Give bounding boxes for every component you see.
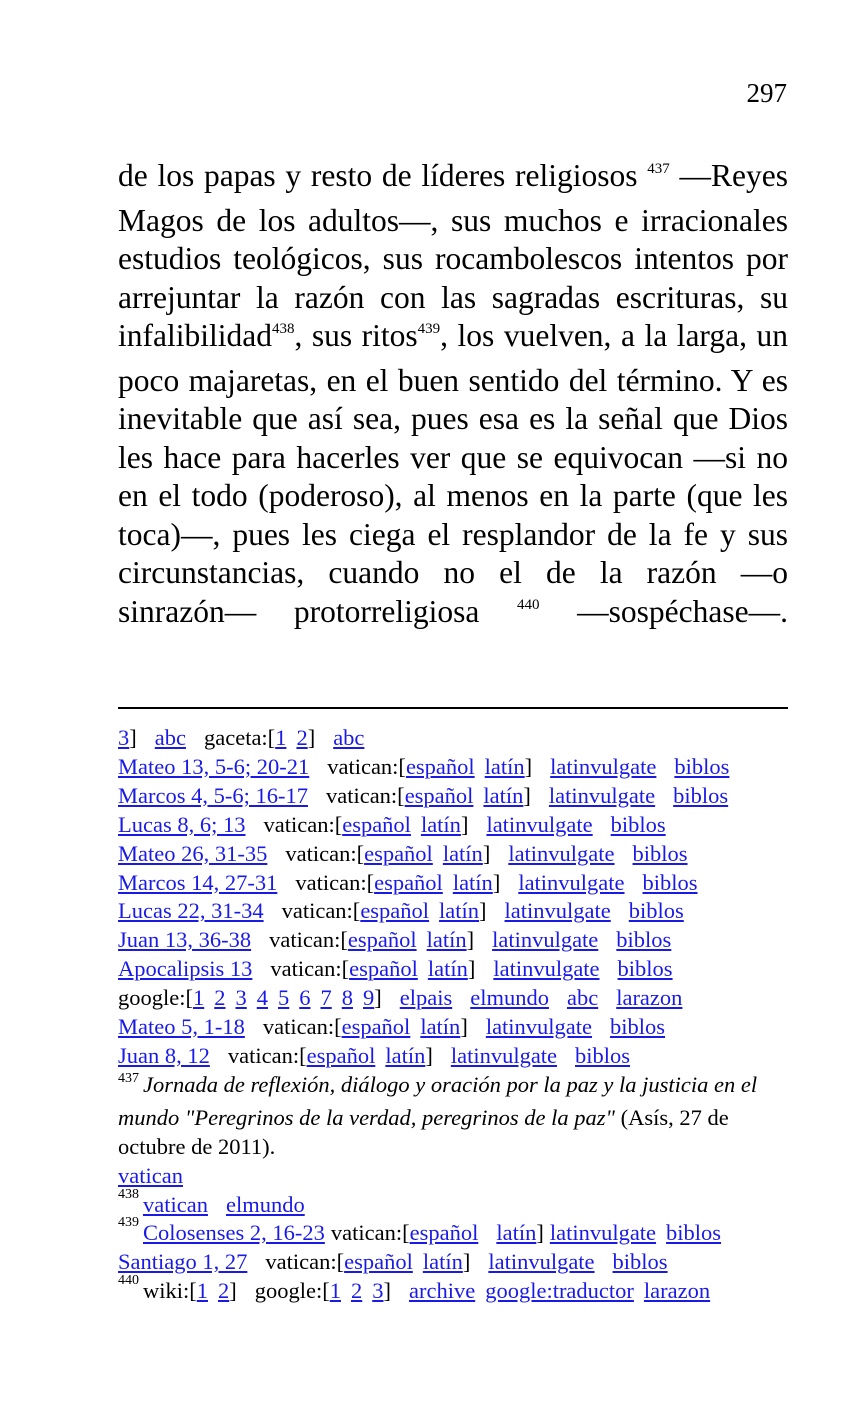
footnote-437-italic: Jornada de reflexión, diálogo y oración por la paz y la justicia en el mundo "Peregrinos de la verdad, peregrinos de la paz" (118, 1071, 758, 1130)
bracket: ] (460, 1014, 468, 1040)
link-biblos[interactable]: biblos (616, 927, 672, 953)
link-google-1[interactable]: 1 (329, 1278, 341, 1304)
link-abc[interactable]: abc (154, 725, 186, 750)
link-google-7[interactable]: 7 (320, 985, 332, 1011)
bracket: ] (383, 1278, 391, 1304)
link-biblos[interactable]: biblos (610, 1014, 666, 1040)
footnote-439-cont (118, 1248, 798, 1277)
link-bible-ref[interactable]: Juan 13, 36-38 (118, 927, 252, 953)
link-elmundo[interactable]: elmundo (470, 985, 549, 1011)
bible-ref-line (118, 782, 798, 811)
link-biblos[interactable]: biblos (673, 782, 729, 808)
link-latin[interactable]: latín (385, 1042, 426, 1068)
link-latin[interactable]: latín (439, 898, 480, 924)
vatican-prefix: vatican:[ (263, 811, 343, 837)
link-espanol[interactable]: español (349, 956, 418, 982)
bracket: ] (374, 985, 382, 1011)
footnote-number: 438 (118, 1186, 139, 1202)
link-bible-ref[interactable]: Lucas 8, 6; 13 (118, 811, 246, 837)
link-latinvulgate[interactable]: latinvulgate (548, 782, 656, 808)
link-biblos[interactable]: biblos (642, 869, 698, 895)
link-espanol[interactable]: español (306, 1042, 376, 1068)
link-3[interactable]: 3 (118, 725, 130, 750)
link-google-5[interactable]: 5 (277, 985, 290, 1011)
link-bible-ref[interactable]: Juan 8, 12 (118, 1042, 210, 1068)
vatican-prefix: vatican:[ (269, 927, 348, 953)
link-espanol[interactable]: español (404, 782, 474, 808)
bracket: ] (482, 840, 491, 866)
link-latinvulgate[interactable]: latinvulgate (488, 1249, 595, 1275)
link-espanol[interactable]: español (405, 753, 475, 779)
bible-ref-line (118, 869, 798, 898)
gaceta-prefix: gaceta:[ (203, 725, 276, 750)
link-espanol[interactable]: español (342, 811, 411, 837)
link-google-9[interactable]: 9 (362, 985, 375, 1011)
bracket: ] (523, 782, 531, 808)
link-biblos[interactable]: biblos (612, 1249, 668, 1275)
link-latin[interactable]: latín (483, 782, 524, 808)
link-espanol[interactable]: español (344, 1249, 413, 1275)
link-latinvulgate[interactable]: latinvulgate (518, 869, 625, 895)
vatican-prefix: vatican:[ (295, 869, 375, 895)
link-bible-ref[interactable]: Mateo 26, 31-35 (118, 840, 268, 866)
body-text-c: , sus ritos (294, 318, 418, 353)
link-bible-ref[interactable]: Lucas 22, 31-34 (118, 898, 264, 924)
wiki-prefix: wiki:[ (143, 1278, 197, 1304)
link-vatican[interactable]: vatican (118, 1162, 183, 1188)
link-espanol[interactable]: español (409, 1220, 479, 1246)
link-latinvulgate[interactable]: latinvulgate (486, 811, 593, 837)
link-google-2[interactable]: 2 (350, 1278, 363, 1304)
bracket: ] (460, 811, 469, 837)
vatican-prefix: vatican:[ (227, 1042, 307, 1068)
link-biblos[interactable]: biblos (610, 811, 666, 837)
footnote-number: 437 (118, 1070, 139, 1086)
footnote-ref-437: 437 (647, 161, 670, 177)
bracket: ] (524, 753, 533, 779)
link-latinvulgate[interactable]: latinvulgate (504, 898, 611, 924)
link-elmundo[interactable]: elmundo (225, 1191, 305, 1217)
link-latin[interactable]: latín (426, 927, 467, 953)
footnote-number: 439 (118, 1215, 139, 1231)
bible-ref-line (118, 811, 798, 840)
body-paragraph (118, 157, 788, 637)
link-bible-ref[interactable]: Colosenses 2, 16-23 (143, 1220, 325, 1246)
vatican-prefix: vatican:[ (330, 1220, 410, 1246)
bible-ref-line (118, 840, 798, 869)
link-latin[interactable]: latín (427, 956, 468, 982)
body-text-a: de los papas y resto de líderes religiosos (118, 158, 638, 193)
bible-ref-line (118, 955, 798, 984)
link-bible-ref[interactable]: Marcos 4, 5-6; 16-17 (118, 782, 308, 808)
link-bible-ref[interactable]: Mateo 13, 5-6; 20-21 (118, 753, 310, 779)
link-bible-ref[interactable]: Santiago 1, 27 (118, 1249, 248, 1275)
link-archive[interactable]: archive (408, 1278, 476, 1304)
link-wiki-2[interactable]: 2 (218, 1278, 230, 1304)
link-wiki-1[interactable]: 1 (196, 1278, 208, 1304)
link-google-8[interactable]: 8 (341, 985, 353, 1011)
bracket: ] (425, 1042, 433, 1068)
link-latinvulgate[interactable]: latinvulgate (508, 840, 615, 866)
link-biblos[interactable]: biblos (666, 1220, 722, 1246)
note-line-google (118, 984, 798, 1013)
link-espanol[interactable]: español (374, 869, 443, 895)
vatican-prefix: vatican:[ (285, 840, 365, 866)
link-google-3[interactable]: 3 (235, 985, 247, 1011)
bracket: ] (129, 725, 137, 750)
bracket: ] (467, 956, 476, 982)
bracket: ] (462, 1249, 471, 1275)
bracket: ] (466, 927, 475, 953)
bible-ref-line (118, 926, 798, 955)
vatican-prefix: vatican:[ (262, 1014, 342, 1040)
link-google-6[interactable]: 6 (299, 985, 311, 1011)
footnote-ref-440: 440 (517, 596, 540, 613)
bible-ref-line (118, 1042, 798, 1071)
link-google-traductor[interactable]: google:traductor (485, 1278, 634, 1304)
link-biblos[interactable]: biblos (632, 840, 688, 866)
google-prefix: google:[ (254, 1278, 330, 1304)
link-latin[interactable]: latín (422, 1249, 463, 1275)
vatican-prefix: vatican:[ (327, 753, 406, 779)
footnote-ref-438: 438 (271, 321, 295, 337)
body-text-b: —Reyes Magos de los adultos—, sus muchos e irracionales estudios teológicos, sus rocambolescos intentos por arrejuntar la razón con las sagradas escrituras, su infalibilidad (118, 158, 789, 353)
link-latinvulgate[interactable]: latinvulgate (450, 1042, 558, 1068)
bible-ref-line (118, 753, 798, 782)
link-latinvulgate[interactable]: latinvulgate (492, 927, 599, 953)
link-latin[interactable]: latín (484, 753, 525, 779)
link-latinvulgate[interactable]: latinvulgate (493, 956, 600, 982)
vatican-prefix: vatican:[ (325, 782, 405, 808)
vatican-prefix: vatican:[ (281, 898, 361, 924)
link-latin[interactable]: latín (442, 840, 483, 866)
footnote-438 (118, 1186, 798, 1220)
bracket: ] (536, 1220, 544, 1246)
link-biblos[interactable]: biblos (674, 753, 730, 779)
link-latinvulgate[interactable]: latinvulgate (485, 1014, 593, 1040)
bible-ref-line (118, 1013, 798, 1042)
link-espanol[interactable]: español (341, 1014, 411, 1040)
link-latin[interactable]: latín (452, 869, 493, 895)
link-espanol[interactable]: español (364, 840, 433, 866)
vatican-prefix: vatican:[ (270, 956, 350, 982)
link-google-1[interactable]: 1 (192, 985, 205, 1011)
link-larazon[interactable]: larazon (643, 1278, 711, 1304)
link-larazon[interactable]: larazon (616, 985, 683, 1011)
link-bible-ref[interactable]: Mateo 5, 1-18 (118, 1014, 245, 1040)
link-abc[interactable]: abc (333, 725, 365, 750)
link-latinvulgate[interactable]: latinvulgate (550, 753, 657, 779)
link-gaceta-1[interactable]: 1 (275, 725, 287, 750)
bible-ref-line (118, 897, 798, 926)
link-biblos[interactable]: biblos (628, 898, 684, 924)
footnote-439 (118, 1215, 798, 1248)
link-google-2[interactable]: 2 (214, 985, 226, 1011)
footnote-437 (118, 1071, 798, 1191)
bracket: ] (229, 1278, 237, 1304)
footnote-ref-439: 439 (417, 321, 441, 337)
bracket: ] (479, 898, 487, 924)
note-line-continuation (118, 724, 798, 753)
link-biblos[interactable]: biblos (575, 1042, 631, 1068)
bracket: ] (492, 869, 501, 895)
link-abc[interactable]: abc (566, 985, 599, 1011)
link-elpais[interactable]: elpais (399, 985, 453, 1011)
footnotes (118, 724, 798, 1306)
page-number: 297 (746, 78, 787, 108)
link-google-3[interactable]: 3 (372, 1278, 384, 1304)
link-biblos[interactable]: biblos (617, 956, 673, 982)
body-text-e: —sospéchase—. (539, 593, 788, 629)
google-prefix: google:[ (118, 985, 193, 1011)
body-text-d: , los vuelven, a la larga, un poco majaretas, en el buen sentido del término. Y es inevitable que así sea, pues esa es la señal que Dios les hace para hacerles ver que se equivocan —si no en el todo (poderoso), al menos en la parte (que les toca)—, pues les ciega el resplandor de la fe y sus circunstancias, cuando no el de la razón —o sinrazón— protorreligiosa (118, 318, 788, 629)
link-bible-ref[interactable]: Apocalipsis 13 (118, 956, 253, 982)
link-latin[interactable]: latín (420, 1014, 461, 1040)
bracket: ] (307, 725, 316, 750)
link-gaceta-2[interactable]: 2 (296, 725, 308, 750)
link-latin[interactable]: latín (420, 811, 461, 837)
footnote-separator (118, 707, 788, 709)
link-latin[interactable]: latín (496, 1220, 537, 1246)
vatican-prefix: vatican:[ (265, 1249, 345, 1275)
link-latinvulgate[interactable]: latinvulgate (549, 1220, 657, 1246)
link-espanol[interactable]: español (360, 898, 430, 924)
footnote-440 (118, 1273, 798, 1306)
footnote-437-rest: (Asís, 27 de octubre de 2011). (118, 1104, 729, 1159)
footnote-number: 440 (118, 1273, 139, 1289)
link-bible-ref[interactable]: Marcos 14, 27-31 (118, 869, 278, 895)
link-vatican[interactable]: vatican (143, 1191, 208, 1217)
link-espanol[interactable]: español (347, 927, 417, 953)
link-google-4[interactable]: 4 (256, 985, 268, 1011)
